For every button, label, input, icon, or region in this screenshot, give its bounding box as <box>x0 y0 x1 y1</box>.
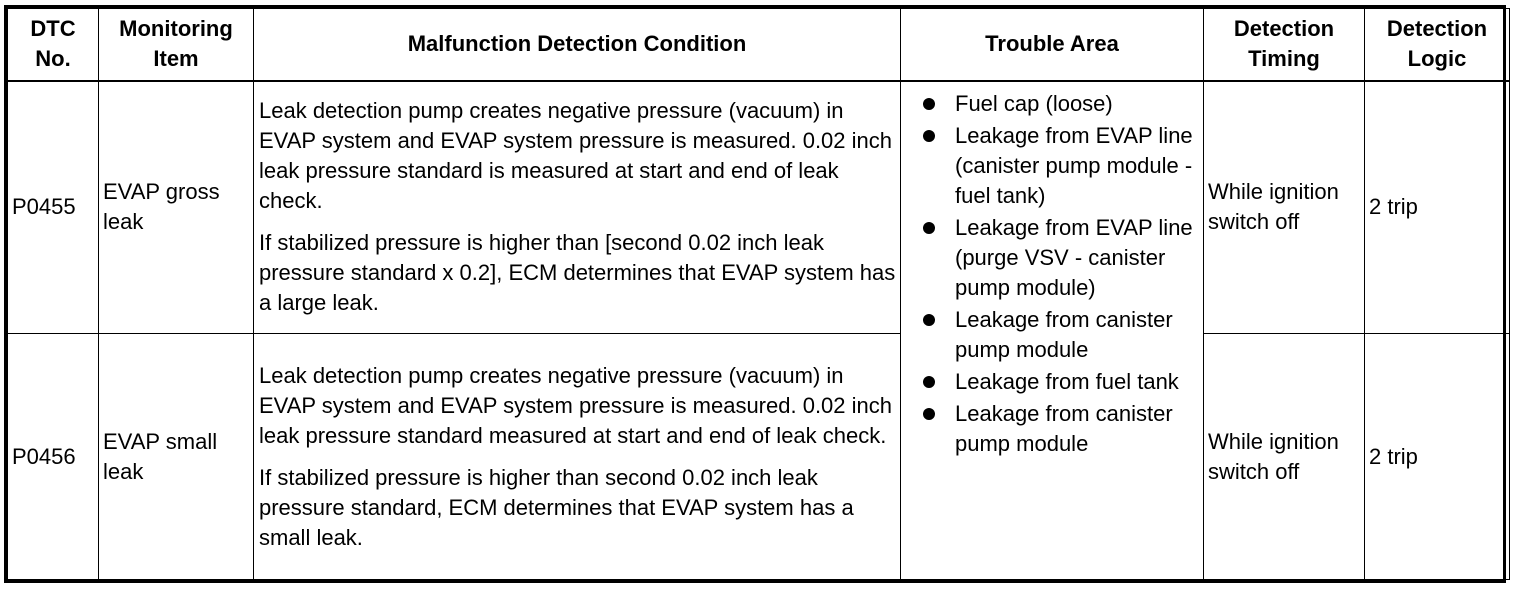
table-row <box>8 334 1510 580</box>
trouble-area-list <box>901 89 1199 459</box>
trouble-area-text: Leakage from canister pump module <box>955 400 1173 456</box>
detection-logic: 2 trip <box>1365 81 1510 334</box>
bullet-icon <box>923 408 935 420</box>
bullet-icon <box>923 98 935 110</box>
bullet-icon <box>923 222 935 234</box>
dtc-code: P0456 <box>8 334 99 580</box>
trouble-area-text: Leakage from canister pump module <box>955 306 1173 362</box>
dtc-table <box>7 8 1510 580</box>
list-item <box>901 121 1199 211</box>
condition-paragraph: If stabilized pressure is higher than [second 0.02 inch leak pressure standard x 0.2], ECM determines that EVAP system has a large leak. <box>259 230 896 316</box>
detection-timing: While ignition switch off <box>1204 81 1365 334</box>
bullet-icon <box>923 130 935 142</box>
header-malfunction-condition: Malfunction Detection Condition <box>254 9 901 81</box>
trouble-area-text: Leakage from fuel tank <box>955 368 1179 394</box>
list-item <box>901 399 1199 459</box>
trouble-area-cell <box>901 81 1204 580</box>
malfunction-condition <box>254 334 901 580</box>
detection-timing: While ignition switch off <box>1204 334 1365 580</box>
list-item <box>901 213 1199 303</box>
monitoring-item: EVAP small leak <box>99 334 254 580</box>
table-row <box>8 81 1510 334</box>
dtc-code: P0455 <box>8 81 99 334</box>
header-dtc-no: DTC No. <box>8 9 99 81</box>
condition-paragraph: Leak detection pump creates negative pressure (vacuum) in EVAP system and EVAP system pressure is measured. 0.02 inch leak pressure standard is measured at start and end of leak check. <box>259 98 892 214</box>
list-item <box>901 89 1199 119</box>
dtc-table-frame <box>4 5 1506 583</box>
condition-paragraph: Leak detection pump creates negative pressure (vacuum) in EVAP system and EVAP system pressure is measured. 0.02 inch leak pressure standard measured at start and end of leak check. <box>259 362 892 448</box>
monitoring-item: EVAP gross leak <box>99 81 254 334</box>
header-trouble-area: Trouble Area <box>901 9 1204 81</box>
bullet-icon <box>923 314 935 326</box>
header-monitoring-item: Monitoring Item <box>99 9 254 81</box>
header-detection-logic: Detection Logic <box>1365 9 1510 81</box>
malfunction-condition <box>254 81 901 334</box>
list-item <box>901 367 1199 397</box>
trouble-area-text: Leakage from EVAP line (canister pump module - fuel tank) <box>955 122 1193 208</box>
bullet-icon <box>923 376 935 388</box>
list-item <box>901 305 1199 365</box>
header-row <box>8 9 1510 81</box>
condition-paragraph: If stabilized pressure is higher than second 0.02 inch leak pressure standard, ECM determines that EVAP system has a small leak. <box>259 464 854 550</box>
trouble-area-text: Fuel cap (loose) <box>955 90 1113 116</box>
trouble-area-text: Leakage from EVAP line (purge VSV - canister pump module) <box>955 214 1193 300</box>
header-detection-timing: Detection Timing <box>1204 9 1365 81</box>
detection-logic: 2 trip <box>1365 334 1510 580</box>
